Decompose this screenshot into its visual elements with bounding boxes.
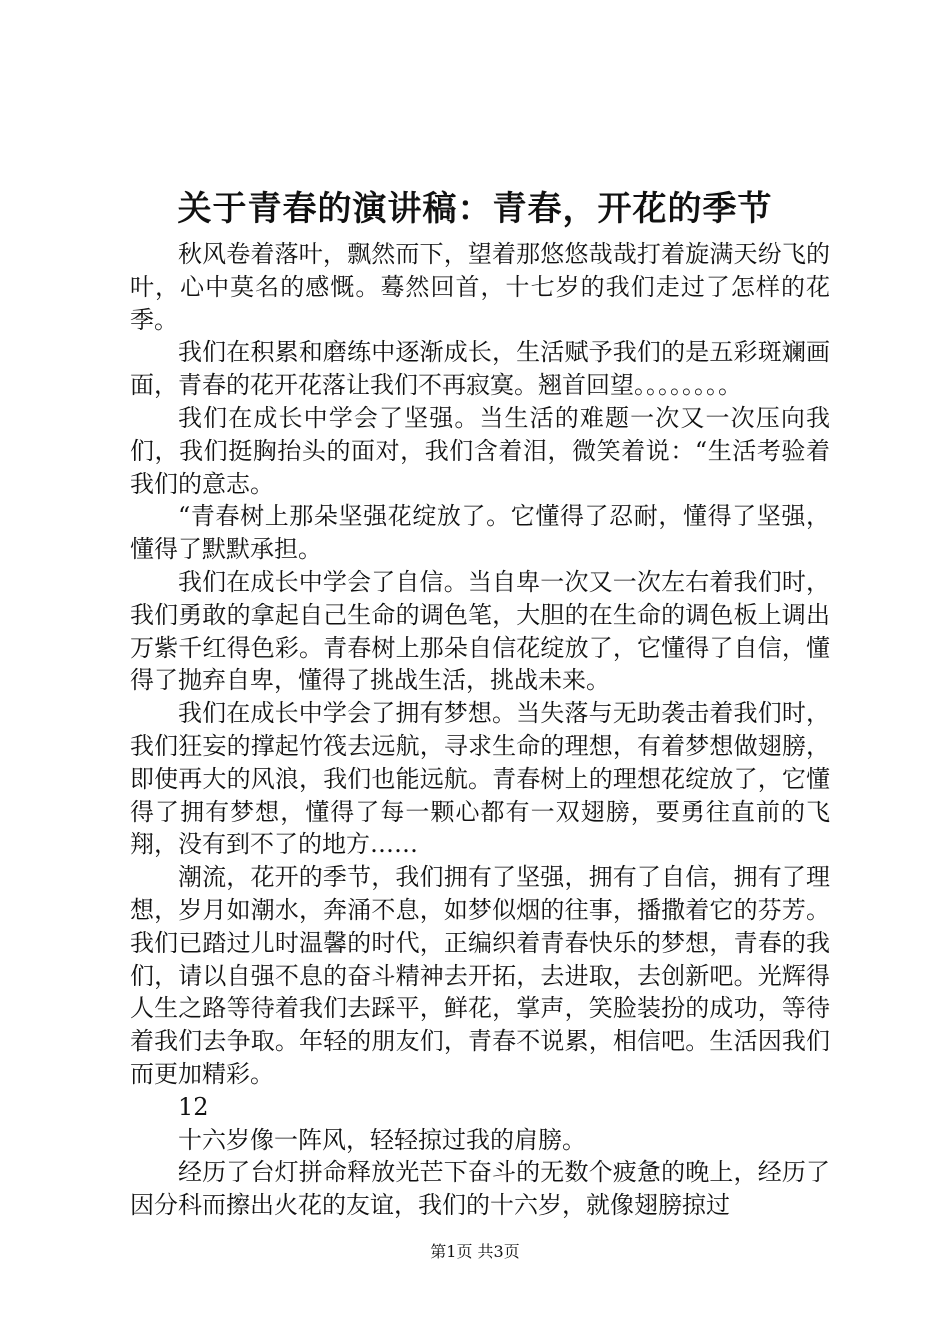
document-body — [130, 238, 830, 1222]
paragraph: 潮流，花开的季节，我们拥有了坚强，拥有了自信，拥有了理想，岁月如潮水，奔涌不息，如梦似烟的往事，播撒着它的芬芳。我们已踏过儿时温馨的时代，正编织着青春快乐的梦想，青春的我们，请以自强不息的奋斗精神去开拓，去进取，去创新吧。光辉得人生之路等待着我们去踩平，鲜花，掌声，笑脸装扮的成功，等待着我们去争取。年轻的朋友们，青春不说累，相信吧。生活因我们而更加精彩。 — [130, 863, 830, 1088]
paragraph: “青春树上那朵坚强花绽放了。它懂得了忍耐，懂得了坚强，懂得了默默承担。 — [130, 502, 830, 564]
paragraph: 我们在积累和磨练中逐渐成长，生活赋予我们的是五彩斑斓画面，青春的花开花落让我们不再寂寞。翘首回望。。。。。。。。 — [130, 338, 830, 400]
paragraph: 12 — [178, 1092, 209, 1121]
paragraph: 我们在成长中学会了自信。当自卑一次又一次左右着我们时，我们勇敢的拿起自己生命的调色笔，大胆的在生命的调色板上调出万紫千红得色彩。青春树上那朵自信花绽放了，它懂得了自信，懂得了抛弃自卑，懂得了挑战生活，挑战未来。 — [130, 567, 830, 695]
document-title: 关于青春的演讲稿：青春，开花的季节 — [177, 189, 773, 229]
page-footer: 第1页 共3页 — [430, 1242, 520, 1261]
paragraph: 秋风卷着落叶，飘然而下，望着那悠悠哉哉打着旋满天纷飞的叶，心中莫名的感慨。蓦然回首，十七岁的我们走过了怎样的花季。 — [130, 240, 830, 334]
paragraph: 我们在成长中学会了坚强。当生活的难题一次又一次压向我们，我们挺胸抬头的面对，我们含着泪，微笑着说：“生活考验着我们的意志。 — [130, 403, 830, 498]
paragraph: 十六岁像一阵风，轻轻掠过我的肩膀。 — [178, 1125, 586, 1154]
paragraph: 经历了台灯拼命释放光芒下奋斗的无数个疲惫的晚上，经历了因分科而擦出火花的友谊，我们的十六岁，就像翅膀掠过 — [130, 1158, 830, 1220]
paragraph: 我们在成长中学会了拥有梦想。当失落与无助袭击着我们时，我们狂妄的撑起竹筏去远航，寻求生命的理想，有着梦想做翅膀，即使再大的风浪，我们也能远航。青春树上的理想花绽放了，它懂得了拥有梦想，懂得了每一颗心都有一双翅膀，要勇往直前的飞翔，没有到不了的地方…… — [130, 699, 830, 859]
